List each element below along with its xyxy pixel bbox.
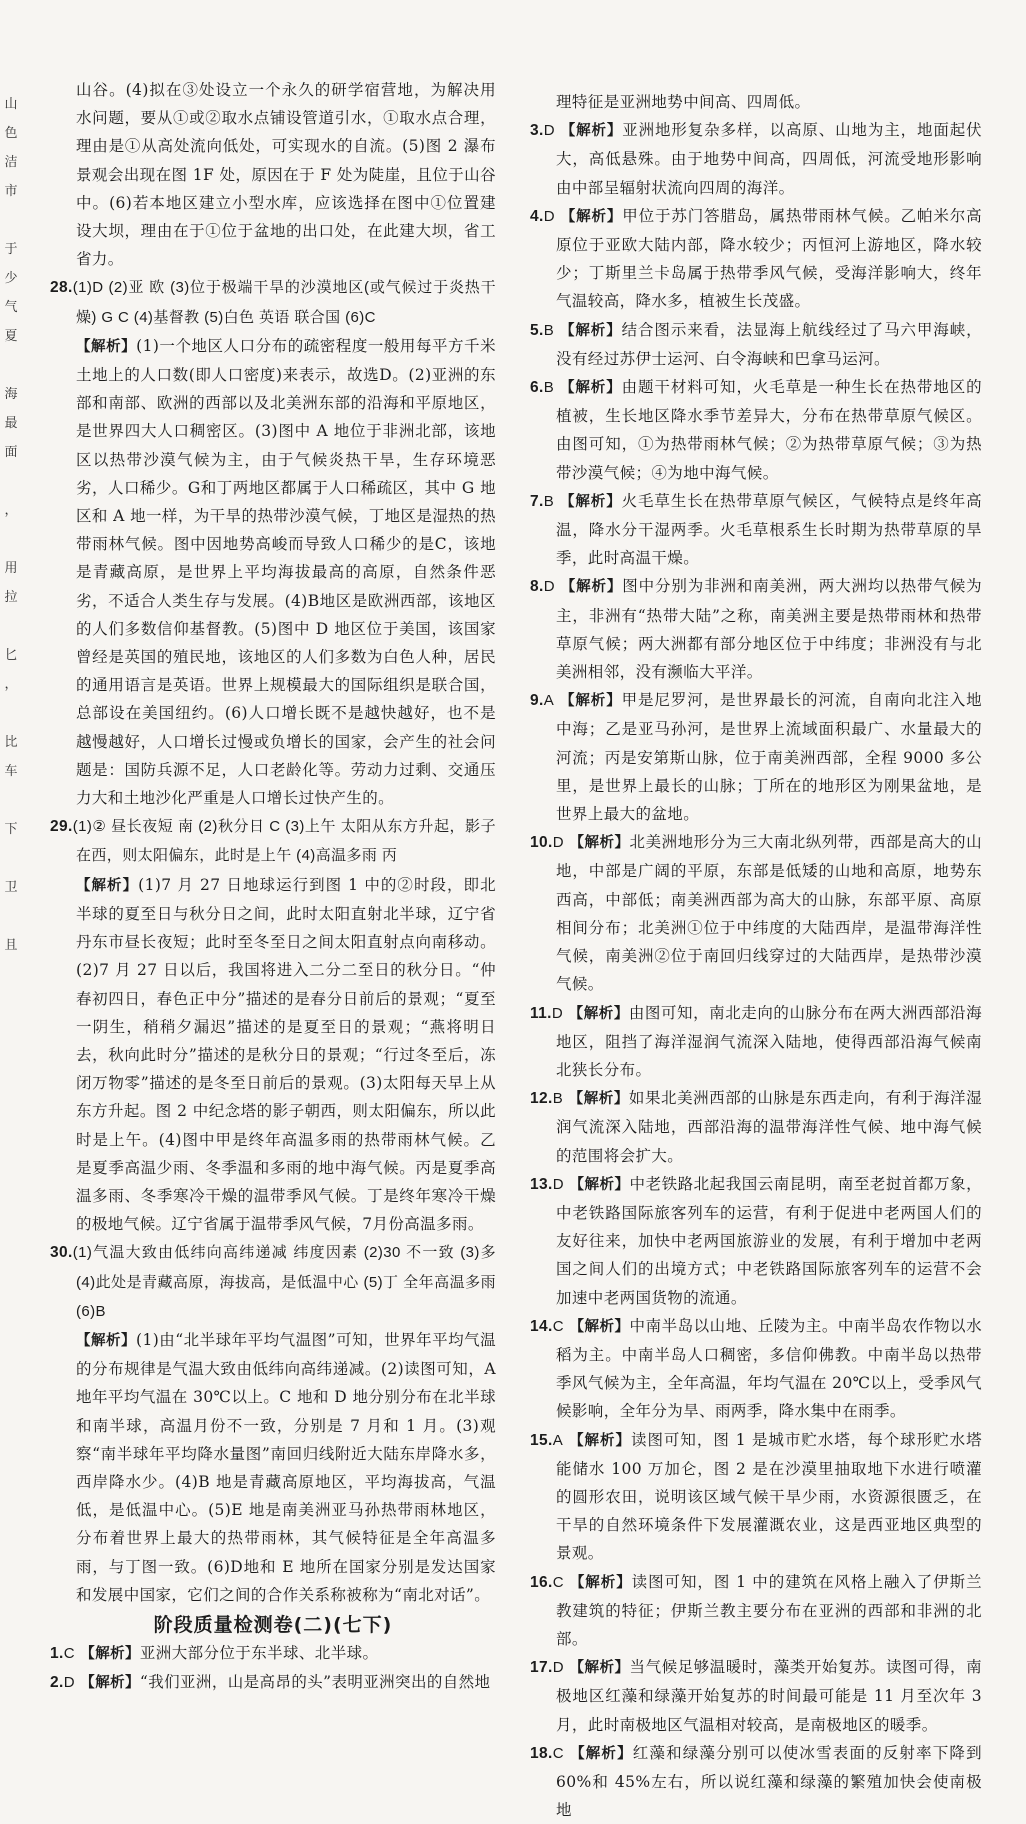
answer-item — [530, 1084, 982, 1170]
section-title: 阶段质量检测卷(二)(七下) — [153, 1613, 393, 1636]
edge-char: 用 — [4, 561, 18, 576]
item-number: 9. — [530, 692, 544, 710]
q29-answer — [50, 812, 496, 870]
edge-char: ， — [4, 503, 18, 518]
item-number: 11. — [530, 1004, 552, 1022]
edge-char — [0, 612, 22, 641]
item-answer: D — [551, 1004, 564, 1022]
s1-number: 1. — [50, 1645, 64, 1663]
edge-char: 市 — [4, 184, 18, 199]
edge-char — [0, 351, 22, 380]
item-number: 16. — [530, 1573, 553, 1591]
item-number: 3. — [530, 122, 544, 140]
edge-char: 下 — [4, 822, 18, 837]
answer-item — [530, 1170, 982, 1312]
item-answer: D — [552, 1175, 564, 1193]
edge-char — [0, 206, 22, 235]
q30-explanation-text: (1)由“北半球年平均气温图”可知，世界年平均气温的分布规律是气温大致由低纬向高纬递减。(2)读图可知，A 地年平均气温在 30℃以上。C 地和 D 地分别分布在北半球和南半球，高温月份不一致，分别是 7 月和 1 月。(3)观察“南半球年平均降水量图”南回归线附近大陆东岸降水多，西岸降水少。(4)B 地是青藏高原地区，平均海拔高，气温低，是低温中心。(5)E 地是南美洲亚马孙热带雨林地区，分布着世界上最大的热带雨林，其气候特征是全年高温多雨，与丁图一致。(6)D地和 E 地所在国家分别是发达国家和发展中国家，它们之间的合作关系称被称为“南北对话”。 — [76, 1330, 496, 1604]
q28-explanation-text: (1)一个地区人口分布的疏密程度一般用每平方千米土地上的人口数(即人口密度)来表示，故选D。(2)亚洲的东部和南部、欧洲的西部以及北美洲东部的沿海和平原地区，是世界四大人口稠密区。(3)图中 A 地位于非洲北部，该地区以热带沙漠气候为主，由于气候炎热干旱，生存环境恶劣，人口稀少。G和丁两地区都属于人口稀疏区，其中 G 地区和 A 地一样，为干旱的热带沙漠气候，丁地区是湿热的热带雨林气候。图中因地势高峻而导致人口稀少的是C，该地是青藏高原，是世界上平均海拔最高的高原，自然条件恶劣，不适合人类生存与发展。(4)B地区是欧洲西部，该地区的人们多数信仰基督教。(5)图中 D 地区位于美国，该国家曾经是英国的殖民地，该地区的人们多数为白色人种，居民的通用语言是英语。世界上规模最大的国际组织是联合国，总部设在美国纽约。(6)人口增长既不是越快越好，也不是越慢越好，人口增长过慢或负增长的国家，会产生的社会问题是：国防兵源不足，人口老龄化等。劳动力过剩、交通压力大和土地沙化严重是人口增长过快产生的。 — [76, 336, 496, 808]
s2-number: 2. — [50, 1674, 64, 1692]
edge-char: 面 — [4, 445, 18, 460]
item-explanation: 结合图示来看，法显海上航线经过了马六甲海峡，没有经过苏伊士运河、白令海峡和巴拿马运河。 — [556, 320, 982, 368]
item-explanation: 亚洲地形复杂多样，以高原、山地为主，地面起伏大，高低悬殊。由于地势中间高，四周低，河流受地形影响由中部呈辐射状流向四周的海洋。 — [556, 121, 983, 197]
answer-item — [530, 1312, 982, 1426]
right-column — [530, 88, 982, 1824]
q30-tag: 【解析】 — [76, 1332, 136, 1349]
item-tag: 【解析】 — [560, 123, 623, 140]
answer-item — [530, 202, 982, 316]
item-explanation: 由题干材料可知，火毛草是一种生长在热带地区的植被，生长地区降水季节差异大，分布在热带草原气候区。由图可知，①为热带雨林气候；②为热带草原气候；③为热带沙漠气候；④为地中海气候。 — [556, 378, 982, 482]
s2-tag: 【解析】 — [80, 1675, 140, 1692]
edge-char — [0, 699, 22, 728]
item-explanation: 由图可知，南北走向的山脉分布在两大洲西部沿海地区，阻挡了海洋湿润气流深入陆地，使得西部沿海气候南北狭长分布。 — [556, 1003, 982, 1079]
item-tag: 【解析】 — [560, 208, 623, 225]
s1-answer: C — [63, 1645, 75, 1663]
item-explanation: 当气候足够温暖时，藻类开始复苏。读图可得，南极地区红藻和绿藻开始复苏的时间最可能是 11 月至次年 3 月，此时南极地区气温相对较高，是南极地区的暖季。 — [556, 1658, 982, 1734]
item-number: 6. — [530, 379, 544, 397]
item-tag: 【解析】 — [559, 380, 622, 397]
q30-answer — [50, 1238, 496, 1326]
s2-answer: D — [63, 1674, 75, 1692]
answer-item — [530, 572, 982, 686]
item-explanation: 甲是尼罗河，是世界最长的河流，自南向北注入地中海；乙是亚马孙河，是世界上流域面积最广、水量最大的河流；丙是安第斯山脉，位于南美洲西部，全程 9000 多公里，是世界上最长的山脉；丁所在的地形区为刚果盆地，是世界上最大的盆地。 — [556, 691, 982, 824]
item-answer: B — [543, 492, 555, 510]
answer-item — [530, 116, 982, 202]
edge-char: 海 — [4, 387, 18, 402]
edge-char — [0, 467, 22, 496]
item-answer: D — [543, 207, 555, 225]
edge-char: 夏 — [4, 329, 18, 344]
item-answer: B — [552, 1090, 564, 1108]
item-number: 18. — [530, 1744, 553, 1762]
q29-tag: 【解析】 — [76, 877, 139, 894]
item-answer: A — [552, 1431, 564, 1449]
item-number: 17. — [530, 1659, 553, 1677]
edge-char — [0, 525, 22, 554]
item-explanation: 红藻和绿藻分别可以使冰雪表面的反射率下降到 60%和 45%左右，所以说红藻和绿藻的繁殖加快会使南极地 — [556, 1743, 983, 1820]
edge-char: 色 — [4, 126, 18, 141]
item-tag: 【解析】 — [570, 1745, 633, 1762]
q27-continuation: 山谷。(4)拟在③处设立一个永久的研学宿营地，为解决用水问题，要从①或②取水点铺设管道引水，①取水点合理，理由是①从高处流向低处，可实现水的自流。(5)图 2 瀑布景观会出现在图 1F 处，原因在于 F 处为陡崖，且位于山谷中。(6)若本地区建立小型水库，应该选择在图中①位置建设大坝，理由在于①位于盆地的出口处，在此建大坝，省工省力。 — [76, 81, 496, 269]
q30-number: 30. — [50, 1244, 73, 1262]
item-answer: D — [543, 578, 555, 596]
item-tag: 【解析】 — [569, 1574, 632, 1591]
answer-item — [530, 686, 982, 828]
q29-explanation-text: (1)7 月 27 日地球运行到图 1 中的②时段，即北半球的夏至日与秋分日之间，此时太阳直射北半球，辽宁省丹东市昼长夜短；此时至冬至日之间太阳直射点向南移动。(2)7 月 27 日以后，我国将进入二分二至日的秋分日。“仲春初四日，春色正中分”描述的是春分日前后的景观；“夏至一阴生，稍稍夕漏迟”描述的是夏至日的景观；“燕将明日去，秋向此时分”描述的是秋分日的景观；“行过冬至后，冻闭万物零”描述的是冬至日前后的景观。(3)太阳每天早上从东方升起。图 2 中纪念塔的影子朝西，则太阳偏东，所以此时是上午。(4)图中甲是终年高温多雨的热带雨林气候。乙是夏季高温少雨、冬季温和多雨的地中海气候。丙是夏季高温多雨、冬季寒冷干燥的温带季风气候。丁是终年寒冷干燥的极地气候。辽宁省属于温带季风气候，7月份高温多雨。 — [76, 875, 496, 1234]
q29-explanation — [50, 871, 496, 1239]
item-explanation: 北美洲地形分为三大南北纵列带，西部是高大的山地，中部是广阔的平原，东部是低矮的山地和高原，地势东西高，中部低；南美洲西部为高大的山脉，东部平原、高原相间分布；北美洲①位于中纬度的大陆西岸，是温带海洋性气候，南美洲②位于南回归线穿过的大陆西岸，是热带沙漠气候。 — [556, 833, 982, 994]
item-explanation: 图中分别为非洲和南美洲，两大洲均以热带气候为主，非洲有“热带大陆”之称，南美洲主要是热带雨林和热带草原气候；两大洲都有部分地区位于中纬度；非洲没有与北美洲相邻，没有濒临大平洋。 — [556, 577, 983, 682]
item-tag: 【解析】 — [568, 1091, 629, 1108]
item-answer: B — [543, 321, 555, 339]
edge-char: 车 — [4, 764, 18, 779]
item-number: 14. — [530, 1317, 553, 1335]
q29-number: 29. — [50, 818, 73, 836]
item-explanation: 读图可知，图 1 是城市贮水塔，每个球形贮水塔能储水 100 万加仑，图 2 是在沙漠里抽取地下水进行喷灌的圆形农田，说明该区域气候干旱少雨，水资源很匮乏，在干旱的自然环境条件下发展灌溉农业，这是西亚地区典型的景观。 — [556, 1430, 982, 1563]
edge-char: 卫 — [4, 880, 18, 895]
item-explanation: 火毛草生长在热带草原气候区，气候特点是终年高温，降水分干湿两季。火毛草根系生长时期为热带草原的旱季，此时高温干燥。 — [556, 491, 982, 568]
s1-tag: 【解析】 — [80, 1646, 140, 1663]
item-tag: 【解析】 — [569, 1432, 631, 1449]
left-edge-fragments — [0, 90, 22, 960]
item-number: 8. — [530, 578, 544, 596]
item-number: 13. — [530, 1175, 553, 1193]
answer-item — [530, 1739, 982, 1824]
answer-item — [530, 999, 982, 1085]
s1-item — [50, 1639, 496, 1668]
s1-explanation: 亚洲大部分位于东半球、北半球。 — [139, 1644, 379, 1663]
item-answer: A — [543, 692, 555, 710]
q28-explanation — [50, 332, 496, 812]
item-tag: 【解析】 — [559, 493, 622, 510]
item-explanation: 中南半岛以山地、丘陵为主。中南半岛农作物以水稻为主。中南半岛人口稠密，多信仰佛教。中南半岛以热带季风气候为主，全年高温，年均气温在 20℃以上，受季风气候影响，全年分为旱、雨两季，降水集中在雨季。 — [556, 1316, 982, 1421]
item-explanation: 读图可知，图 1 中的建筑在风格上融入了伊斯兰教建筑的特征；伊斯兰教主要分布在亚洲的西部和非洲的北部。 — [556, 1572, 982, 1648]
edge-char — [0, 844, 22, 873]
item-answer: D — [552, 1659, 564, 1677]
item-answer: C — [552, 1317, 564, 1335]
item-explanation: 甲位于苏门答腊岛，属热带雨林气候。乙帕米尔高原位于亚欧大陆内部，降水较少；丙恒河上游地区，降水较少；丁斯里兰卡岛属于热带季风气候，受海洋影响大，终年气温较高，降水多，植被生长茂盛。 — [556, 206, 983, 311]
edge-char: 少 — [4, 271, 18, 286]
answer-item — [530, 828, 982, 998]
item-tag: 【解析】 — [559, 322, 622, 339]
edge-char: 气 — [4, 300, 18, 315]
item-explanation: 中老铁路北起我国云南昆明，南至老挝首都万象，中老铁路国际旅客列车的运营，有利于促进中老两国人们的友好往来，加快中老两国旅游业的发展，有利于增加中老两国之间人们的出境方式；中老铁路国际旅客列车的运营不会加速中老两国货物的流通。 — [556, 1174, 982, 1307]
s2-continuation: 理特征是亚洲地势中间高、四周低。 — [556, 93, 811, 111]
item-tag: 【解析】 — [559, 693, 622, 710]
edge-char: 于 — [4, 242, 18, 257]
item-number: 4. — [530, 207, 544, 225]
edge-char — [0, 786, 22, 815]
q29-answer-text: (1)② 昼长夜短 南 (2)秋分日 C (3)上午 太阳从东方升起，影子在西，则太阳偏东，此时是上午 (4)高温多雨 丙 — [72, 818, 496, 865]
item-number: 5. — [530, 321, 544, 339]
answer-item — [530, 1426, 982, 1568]
item-answer: D — [543, 122, 555, 140]
item-tag: 【解析】 — [569, 1176, 630, 1193]
edge-char: 匕 — [4, 648, 18, 663]
edge-char: 山 — [4, 97, 18, 112]
edge-char: 拉 — [4, 590, 18, 605]
item-tag: 【解析】 — [568, 1005, 629, 1022]
q28-answer-text: (1)D (2)亚 欧 (3)位于极端干旱的沙漠地区(或气候过于炎热干燥) G C (4)基督教 (5)白色 英语 联合国 (6)C — [72, 279, 496, 326]
q30-explanation — [50, 1326, 496, 1609]
edge-char: 比 — [4, 735, 18, 750]
item-answer: C — [552, 1744, 564, 1762]
item-tag: 【解析】 — [569, 835, 630, 852]
q28-answer — [50, 273, 496, 331]
q28-tag: 【解析】 — [76, 338, 137, 355]
edge-char: 最 — [4, 416, 18, 431]
answer-item — [530, 487, 982, 573]
item-number: 7. — [530, 492, 544, 510]
edge-char: ， — [4, 677, 18, 692]
q30-answer-text: (1)气温大致由低纬向高纬递减 纬度因素 (2)30 不一致 (3)多 (4)此处是青藏高原，海拔高，是低温中心 (5)丁 全年高温多雨 (6)B — [72, 1244, 496, 1320]
item-explanation: 如果北美洲西部的山脉是东西走向，有利于海洋湿润气流深入陆地，西部沿海的温带海洋性气候、地中海气候的范围将会扩大。 — [556, 1089, 982, 1165]
item-answer: C — [552, 1573, 564, 1591]
edge-char: 且 — [4, 938, 18, 953]
answer-item — [530, 1568, 982, 1654]
item-number: 10. — [530, 834, 553, 852]
answer-item — [530, 316, 982, 373]
item-answer: D — [552, 834, 564, 852]
item-tag: 【解析】 — [569, 1318, 630, 1335]
s2-explanation: “我们亚洲，山是高昂的头”表明亚洲突出的自然地 — [139, 1673, 491, 1692]
left-column — [50, 76, 496, 1698]
item-number: 12. — [530, 1090, 553, 1108]
s2-item — [50, 1668, 496, 1697]
edge-char — [0, 902, 22, 931]
item-tag: 【解析】 — [560, 579, 623, 596]
item-tag: 【解析】 — [569, 1660, 630, 1677]
q28-number: 28. — [50, 279, 73, 297]
item-answer: B — [543, 379, 555, 397]
edge-char: 洁 — [4, 155, 18, 170]
right-answer-list — [530, 116, 982, 1824]
answer-item — [530, 1653, 982, 1739]
answer-item — [530, 373, 982, 487]
item-number: 15. — [530, 1431, 553, 1449]
